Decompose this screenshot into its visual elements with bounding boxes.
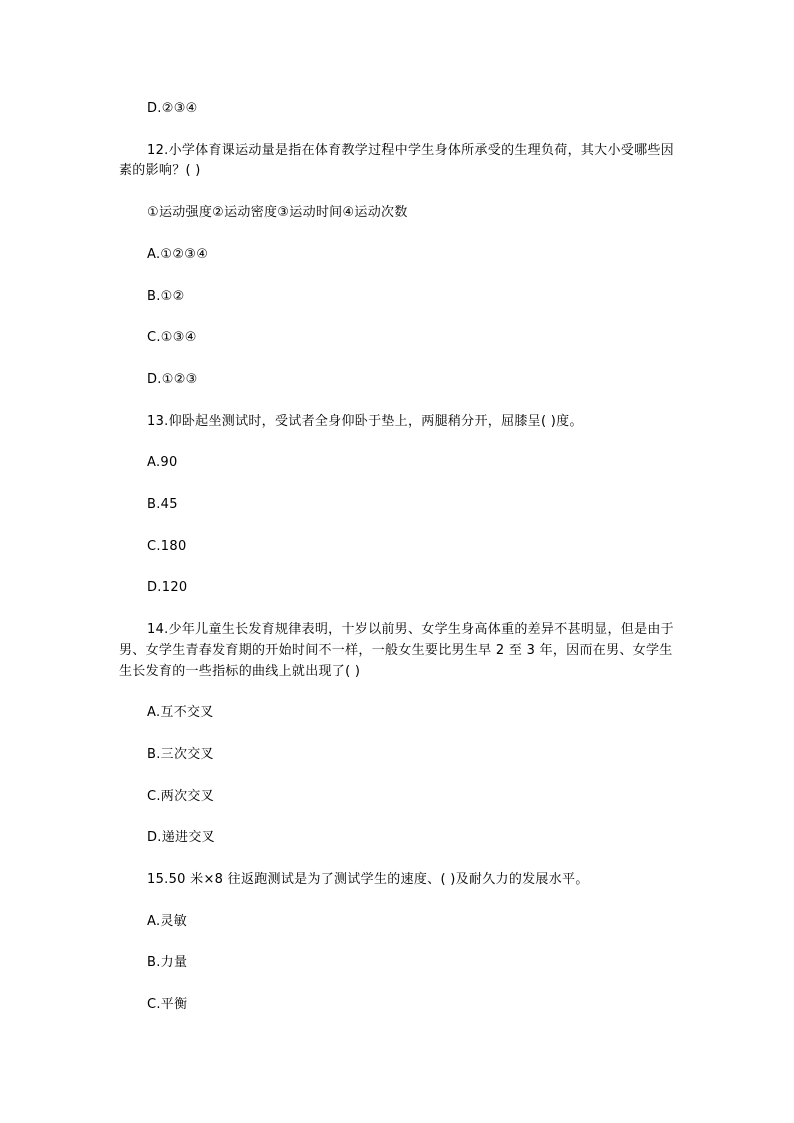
option-15-a: A.灵敏 [147,913,187,929]
option-11-d: D.②③④ [147,101,198,116]
question-12: 12.小学体育课运动量是指在体育教学过程中学生身体所承受的生理负荷，其大小受哪些因素的影响？( ) [119,142,674,179]
option-13-c: C.180 [147,538,187,554]
question-12-items: ①运动强度②运动密度③运动时间④运动次数 [147,205,408,221]
document-page [119,99,675,1037]
option-15-c: C.平衡 [147,997,188,1013]
option-12-a: A.①②③④ [147,246,209,262]
option-13-b: B.45 [147,496,178,512]
option-14-b: B.三次交叉 [147,747,214,763]
option-13-d: D.120 [147,580,188,596]
option-12-c: C.①③④ [147,330,197,346]
option-14-c: C.两次交叉 [147,788,215,804]
option-12-d: D.①②③ [147,371,198,387]
option-15-b: B.力量 [147,955,188,971]
option-13-a: A.90 [147,455,178,471]
question-13: 13.仰卧起坐测试时，受试者全身仰卧于垫上，两腿稍分开，屈膝呈( )度。 [147,413,583,429]
option-12-b: B.①② [147,288,185,304]
question-14: 14.少年儿童生长发育规律表明，十岁以前男、女学生身高体重的差异不甚明显，但是由于男、女学生青春发育期的开始时间不一样，一般女生要比男生早 2 至 3 年，因而在男、女学生生长发育的一些指标的曲线上就出现了( ) [119,622,674,679]
option-14-a: A.互不交叉 [147,705,214,721]
question-15: 15.50 米×8 往返跑测试是为了测试学生的速度、( )及耐久力的发展水平。 [147,872,589,888]
option-14-d: D.递进交叉 [147,830,215,846]
